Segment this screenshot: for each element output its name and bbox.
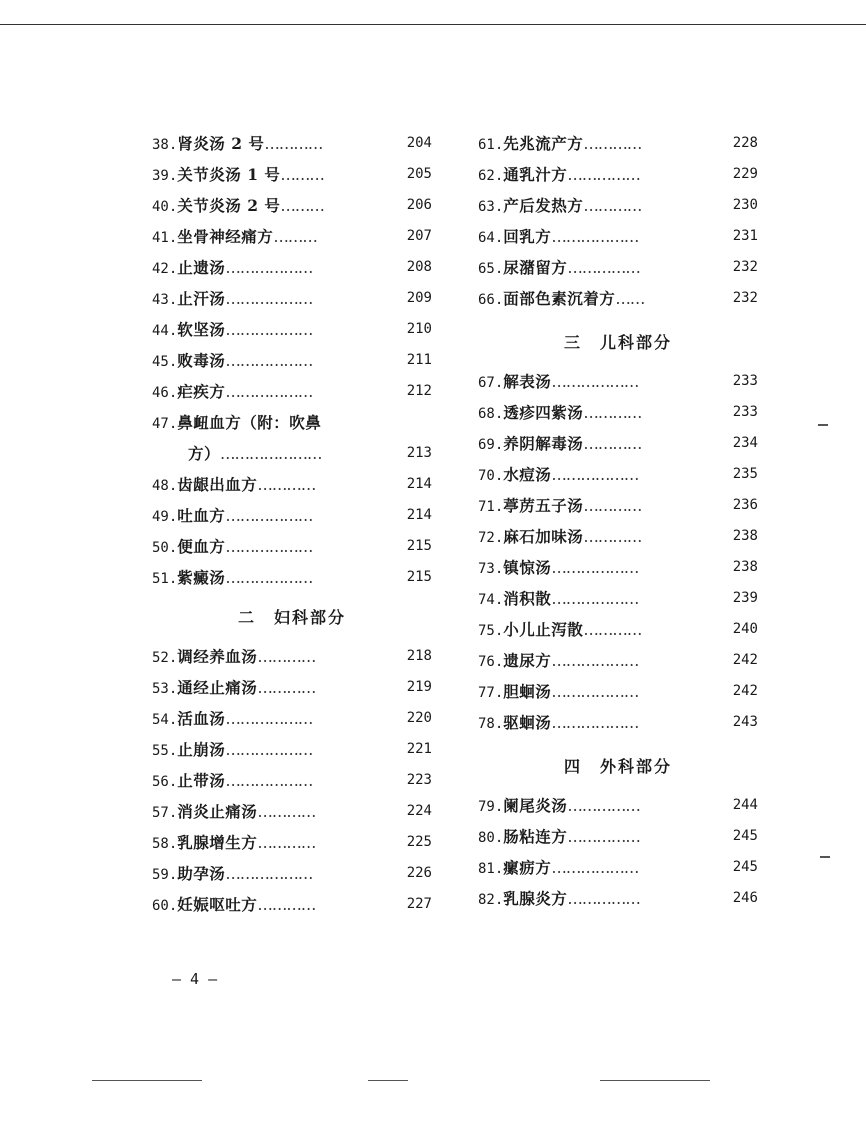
section-title: 外科部分	[600, 757, 673, 776]
entry-page: 226	[406, 865, 432, 881]
entry-page: 232	[732, 259, 758, 275]
entry-title: 调经养血汤	[177, 647, 258, 666]
entry-number: 50.	[152, 540, 178, 556]
leader-dots: ………………	[551, 466, 639, 484]
page-number: — 4 —	[172, 970, 218, 988]
leader-dots: ………………	[551, 559, 639, 577]
toc-entry	[152, 858, 432, 889]
entry-number: 49.	[152, 509, 178, 525]
section-heading-surgery	[478, 752, 758, 782]
entry-title: 活血汤	[177, 709, 226, 728]
entry-title: 疟疾方	[177, 382, 226, 401]
toc-group-right-a	[478, 128, 758, 314]
leader-dots: ………………	[551, 859, 639, 877]
entry-title: 通乳汁方	[503, 165, 568, 184]
entry-number: 55.	[152, 743, 178, 759]
leader-dots: ……	[615, 290, 645, 308]
entry-number: 45.	[152, 354, 178, 370]
toc-entry	[478, 459, 758, 490]
leader-dots: …………	[583, 197, 642, 215]
entry-title: 关节炎汤 2 号	[177, 196, 281, 215]
entry-title: 小儿止泻散	[503, 620, 584, 639]
entry-number: 75.	[478, 623, 504, 639]
entry-number: 63.	[478, 199, 504, 215]
entry-title: 止遗汤	[177, 258, 226, 277]
entry-title: 助孕汤	[177, 864, 226, 883]
entry-page: 227	[406, 896, 432, 912]
toc-group-right-c	[478, 790, 758, 914]
toc-entry	[478, 852, 758, 883]
entry-page: 230	[732, 197, 758, 213]
entry-page: 221	[406, 741, 432, 757]
toc-entry	[478, 790, 758, 821]
leader-dots: …………	[583, 435, 642, 453]
entry-number: 40.	[152, 199, 178, 215]
toc-entry	[478, 366, 758, 397]
entry-page: 209	[406, 290, 432, 306]
entry-number: 53.	[152, 681, 178, 697]
entry-page: 245	[732, 859, 758, 875]
leader-dots: …………	[257, 896, 316, 914]
entry-title: 吐血方	[177, 506, 226, 525]
entry-number: 39.	[152, 168, 178, 184]
leader-dots: ………………	[225, 259, 313, 277]
entry-page: 235	[732, 466, 758, 482]
leader-dots: …………	[583, 135, 642, 153]
leader-dots: ……………	[567, 166, 640, 184]
leader-dots: …………	[264, 135, 323, 153]
entry-page: 244	[732, 797, 758, 813]
entry-number: 57.	[152, 805, 178, 821]
toc-entry	[152, 889, 432, 920]
entry-number: 73.	[478, 561, 504, 577]
leader-dots: ………………	[551, 228, 639, 246]
entry-title: 便血方	[177, 537, 226, 556]
entry-number: 65.	[478, 261, 504, 277]
toc-right-column	[478, 128, 758, 914]
entry-title: 水痘汤	[503, 465, 552, 484]
entry-title: 遗尿方	[503, 651, 552, 670]
entry-number: 62.	[478, 168, 504, 184]
entry-page: 224	[406, 803, 432, 819]
entry-title: 驱蛔汤	[503, 713, 552, 732]
entry-number: 82.	[478, 892, 504, 908]
toc-entry	[478, 645, 758, 676]
leader-dots: ………………	[225, 569, 313, 587]
entry-title: 透疹四紫汤	[503, 403, 584, 422]
toc-entry	[478, 552, 758, 583]
section-numeral: 三	[563, 333, 582, 352]
entry-page: 233	[732, 404, 758, 420]
entry-title: 止崩汤	[177, 740, 226, 759]
leader-dots: ………………	[225, 772, 313, 790]
toc-entry	[152, 159, 432, 190]
toc-entry	[152, 128, 432, 159]
leader-dots: …………	[257, 648, 316, 666]
leader-dots: …………	[583, 528, 642, 546]
entry-number: 42.	[152, 261, 178, 277]
section-numeral: 二	[237, 608, 256, 627]
entry-page: 210	[406, 321, 432, 337]
toc-entry	[152, 469, 432, 500]
entry-number: 61.	[478, 137, 504, 153]
entry-title: 养阴解毒汤	[503, 434, 584, 453]
entry-page: 243	[732, 714, 758, 730]
leader-dots: ………………	[551, 683, 639, 701]
entry-number: 46.	[152, 385, 178, 401]
entry-title: 瘰疬方	[503, 858, 552, 877]
entry-page: 242	[732, 652, 758, 668]
entry-number: 77.	[478, 685, 504, 701]
entry-number: 44.	[152, 323, 178, 339]
entry-number: 74.	[478, 592, 504, 608]
leader-dots: …………	[257, 476, 316, 494]
leader-dots: …………	[583, 497, 642, 515]
entry-page: 225	[406, 834, 432, 850]
entry-page: 232	[732, 290, 758, 306]
leader-dots: …………	[257, 834, 316, 852]
entry-number: 52.	[152, 650, 178, 666]
entry-number: 51.	[152, 571, 178, 587]
leader-dots: ………………	[225, 290, 313, 308]
entry-page: 231	[732, 228, 758, 244]
toc-entry-47	[152, 407, 432, 438]
toc-entry	[152, 562, 432, 593]
toc-entry	[478, 397, 758, 428]
entry-title: 止带汤	[177, 771, 226, 790]
entry-title: 肾炎汤 2 号	[177, 134, 265, 153]
entry-page: 240	[732, 621, 758, 637]
entry-title: 麻石加味汤	[503, 527, 584, 546]
entry-page: 208	[406, 259, 432, 275]
leader-dots: ……………	[567, 259, 640, 277]
entry-number: 70.	[478, 468, 504, 484]
entry-number: 72.	[478, 530, 504, 546]
entry-title: 坐骨神经痛方	[177, 227, 274, 246]
toc-entry	[152, 796, 432, 827]
leader-dots: …………	[257, 679, 316, 697]
toc-entry	[152, 827, 432, 858]
entry-page: 246	[732, 890, 758, 906]
leader-dots: ………………	[225, 741, 313, 759]
entry-title-continued: 方）	[188, 444, 221, 463]
leader-dots: …………	[257, 803, 316, 821]
entry-title: 胆蛔汤	[503, 682, 552, 701]
leader-dots: ………………	[551, 652, 639, 670]
leader-dots: ……………	[567, 797, 640, 815]
entry-title: 阑尾炎汤	[503, 796, 568, 815]
entry-title: 解表汤	[503, 372, 552, 391]
entry-title: 镇惊汤	[503, 558, 552, 577]
toc-entry	[478, 707, 758, 738]
entry-page: 213	[406, 445, 432, 461]
entry-number: 54.	[152, 712, 178, 728]
toc-entry	[478, 883, 758, 914]
toc-entry	[478, 583, 758, 614]
entry-page: 239	[732, 590, 758, 606]
entry-page: 205	[406, 166, 432, 182]
entry-number: 78.	[478, 716, 504, 732]
entry-page: 229	[732, 166, 758, 182]
entry-page: 238	[732, 528, 758, 544]
entry-number: 59.	[152, 867, 178, 883]
entry-page: 207	[406, 228, 432, 244]
toc-entry	[478, 252, 758, 283]
entry-title: 鼻衄血方（附：吹鼻	[177, 413, 322, 432]
toc-entry	[152, 376, 432, 407]
entry-number: 76.	[478, 654, 504, 670]
entry-number: 43.	[152, 292, 178, 308]
scan-artifact	[820, 856, 830, 858]
toc-entry	[478, 490, 758, 521]
toc-entry	[152, 500, 432, 531]
leader-dots: ………………	[225, 538, 313, 556]
scan-artifact	[818, 424, 828, 426]
leader-dots: ………………	[225, 383, 313, 401]
leader-dots: ………	[280, 166, 324, 184]
leader-dots: ………………	[551, 373, 639, 391]
leader-dots: ……………	[567, 890, 640, 908]
toc-entry	[152, 221, 432, 252]
top-rule	[0, 24, 866, 25]
entry-number: 67.	[478, 375, 504, 391]
entry-page: 219	[406, 679, 432, 695]
entry-title: 齿龈出血方	[177, 475, 258, 494]
entry-page: 228	[732, 135, 758, 151]
entry-page: 236	[732, 497, 758, 513]
leader-dots: ………………	[551, 590, 639, 608]
toc-entry	[152, 252, 432, 283]
leader-dots: ………………	[551, 714, 639, 732]
entry-title: 回乳方	[503, 227, 552, 246]
toc-group-left-c	[152, 641, 432, 920]
entry-number: 38.	[152, 137, 178, 153]
entry-page: 223	[406, 772, 432, 788]
toc-entry	[152, 190, 432, 221]
entry-title: 止汗汤	[177, 289, 226, 308]
entry-number: 41.	[152, 230, 178, 246]
entry-title: 紫癜汤	[177, 568, 226, 587]
toc-entry	[152, 314, 432, 345]
toc-entry	[478, 428, 758, 459]
entry-title: 产后发热方	[503, 196, 584, 215]
entry-page: 245	[732, 828, 758, 844]
entry-title: 消积散	[503, 589, 552, 608]
toc-entry	[478, 821, 758, 852]
entry-page: 214	[406, 476, 432, 492]
entry-number: 60.	[152, 898, 178, 914]
entry-title: 肠粘连方	[503, 827, 568, 846]
toc-entry	[152, 345, 432, 376]
leader-dots: …………	[583, 404, 642, 422]
entry-page: 233	[732, 373, 758, 389]
toc-entry	[152, 531, 432, 562]
leader-dots: ………………	[225, 352, 313, 370]
toc-entry	[152, 765, 432, 796]
entry-title: 葶苈五子汤	[503, 496, 584, 515]
entry-page: 215	[406, 538, 432, 554]
entry-title: 软坚汤	[177, 320, 226, 339]
entry-number: 79.	[478, 799, 504, 815]
toc-entry	[478, 676, 758, 707]
entry-page: 218	[406, 648, 432, 664]
toc-left-column	[152, 128, 432, 920]
toc-entry	[152, 283, 432, 314]
entry-page: 215	[406, 569, 432, 585]
leader-dots: ………	[280, 197, 324, 215]
toc-entry-47-continued	[152, 438, 432, 469]
entry-title: 尿潴留方	[503, 258, 568, 277]
section-heading-gynecology	[152, 603, 432, 633]
entry-title: 通经止痛汤	[177, 678, 258, 697]
toc-entry	[152, 734, 432, 765]
entry-number: 81.	[478, 861, 504, 877]
entry-page: 220	[406, 710, 432, 726]
entry-title: 面部色素沉着方	[503, 289, 616, 308]
entry-title: 消炎止痛汤	[177, 802, 258, 821]
entry-title: 乳腺炎方	[503, 889, 568, 908]
entry-page: 242	[732, 683, 758, 699]
toc-entry	[152, 672, 432, 703]
entry-title: 先兆流产方	[503, 134, 584, 153]
entry-number: 64.	[478, 230, 504, 246]
entry-page: 238	[732, 559, 758, 575]
entry-page: 214	[406, 507, 432, 523]
leader-dots: ………………	[225, 865, 313, 883]
toc-entry	[478, 190, 758, 221]
toc-entry	[478, 614, 758, 645]
section-numeral: 四	[563, 757, 582, 776]
entry-title: 败毒汤	[177, 351, 226, 370]
section-title: 儿科部分	[600, 333, 673, 352]
toc-group-right-b	[478, 366, 758, 738]
entry-page: 212	[406, 383, 432, 399]
entry-page: 204	[406, 135, 432, 151]
entry-title: 关节炎汤 1 号	[177, 165, 281, 184]
scan-artifact	[92, 1080, 202, 1081]
leader-dots: ………………	[225, 710, 313, 728]
entry-number: 80.	[478, 830, 504, 846]
scan-artifact	[600, 1080, 710, 1081]
entry-number: 48.	[152, 478, 178, 494]
entry-page: 211	[406, 352, 432, 368]
toc-group-left-a	[152, 128, 432, 407]
scan-artifact	[368, 1080, 408, 1081]
entry-number: 58.	[152, 836, 178, 852]
entry-title: 乳腺增生方	[177, 833, 258, 852]
toc-entry	[478, 221, 758, 252]
entry-number: 56.	[152, 774, 178, 790]
entry-number: 68.	[478, 406, 504, 422]
section-heading-pediatrics	[478, 328, 758, 358]
entry-title: 妊娠呕吐方	[177, 895, 258, 914]
entry-number: 47.	[152, 416, 178, 432]
entry-page: 206	[406, 197, 432, 213]
entry-number: 66.	[478, 292, 504, 308]
toc-group-left-b	[152, 469, 432, 593]
leader-dots: ……………	[567, 828, 640, 846]
entry-number: 69.	[478, 437, 504, 453]
toc-entry	[152, 641, 432, 672]
toc-entry	[478, 159, 758, 190]
toc-entry	[478, 521, 758, 552]
toc-entry	[478, 128, 758, 159]
entry-page: 234	[732, 435, 758, 451]
leader-dots: ………	[273, 228, 317, 246]
toc-entry	[478, 283, 758, 314]
entry-number: 71.	[478, 499, 504, 515]
leader-dots: …………	[583, 621, 642, 639]
leader-dots: ………………	[225, 507, 313, 525]
toc-entry	[152, 703, 432, 734]
leader-dots: …………………	[220, 445, 322, 463]
section-title: 妇科部分	[274, 608, 347, 627]
leader-dots: ………………	[225, 321, 313, 339]
